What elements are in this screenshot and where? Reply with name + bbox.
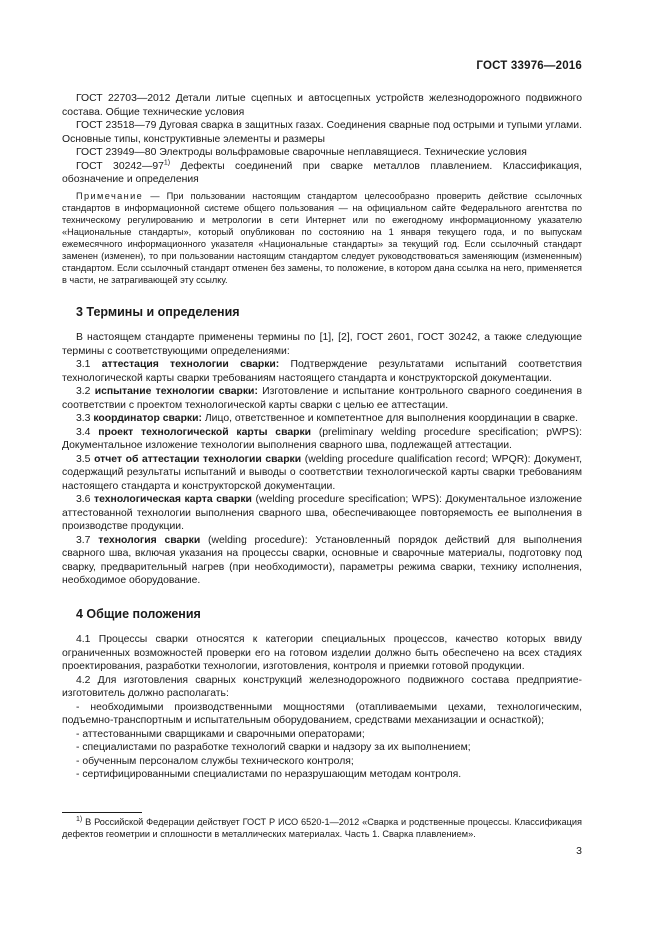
term-name: технология сварки: [98, 534, 201, 546]
term-number: 3.1: [76, 359, 102, 370]
term-definition: (welding procedure specification; WPS): Документальное изложение аттестованной технологии выполнения сварного шва, обеспечивающее повторяемость ее выполнения в производстве продукции.: [62, 494, 582, 532]
footnote-text: [62, 816, 582, 840]
term-number: 3.7: [76, 534, 99, 546]
term-entry: [62, 493, 582, 534]
clause-paragraph: 4.2 Для изготовления сварных конструкций железнодорожного подвижного состава предприятие-изготовитель должно располагать:: [62, 674, 582, 699]
footnote-marker: 1): [76, 815, 83, 823]
section-intro: В настоящем стандарте применены термины по [1], [2], ГОСТ 2601, ГОСТ 30242, а также следующие термины с соответствующими определениями:: [62, 332, 582, 357]
term-number: 3.5: [76, 453, 95, 465]
section-heading: 3 Термины и определения: [76, 304, 240, 319]
footnote-divider: [62, 812, 142, 813]
term-number: 3.2: [76, 386, 95, 397]
term-name: координатор сварки:: [93, 413, 202, 424]
footnote-marker: 1): [163, 159, 171, 167]
page-content: [62, 92, 582, 782]
ref-item: ГОСТ 22703—2012 Детали литые сцепных и автосцепных устройств железнодорожного подвижного состава. Общие технические условия: [62, 93, 582, 118]
term-number: 3.4: [76, 426, 99, 438]
term-definition: Изготовление и испытание контрольного сварного соединения в соответствии с проектом технологической карты сварки с целью ее аттестации.: [62, 386, 583, 411]
term-name: проект технологической карты сварки: [98, 426, 312, 438]
document-code: ГОСТ 33976—2016: [476, 60, 582, 72]
ref-item: ГОСТ 23518—79 Дуговая сварка в защитных газах. Соединения сварные под острыми и тупыми углами. Основные типы, конструктивные элементы и размеры: [62, 120, 582, 145]
section-heading: 4 Общие положения: [76, 606, 201, 621]
term-definition: (preliminary welding procedure specification; pWPS): Документальное изложение технологии выполнения сварного шва, подлежащей аттестации.: [62, 426, 582, 451]
term-entry: [62, 453, 582, 494]
clause-paragraph: 4.1 Процессы сварки относятся к категории специальных процессов, качество которых ввиду ограниченных возможностей проверки его на готовом изделии должно быть обеспечено на всех стадиях проектирования, разработки технологии, изготовления, контроля и приемки готовой продукции.: [62, 634, 582, 672]
ref-code: ГОСТ 30242—97: [76, 160, 164, 172]
note-text: — При пользовании настоящим стандартом целесообразно проверить действие ссылочных стандартов в информационной системе общего пользования — на официальном сайте Федерального агентства по техническому регулированию и метрологии в сети Интернет или по ежегодному информационному указателю «Национальные стандарты», который опубликован по состоянию на 1 января текущего года, и по выпускам ежемесячного информационного указателя «Национальные стандарты» за текущий год. Если ссылочный стандарт заменен (изменен), то при пользовании настоящим стандартом следует руководствоваться заменяющим (измененным) стандартом. Если ссылочный стандарт отменен без замены, то положение, в котором дана ссылка на него, применяется в части, не затрагивающей эту ссылку.: [62, 190, 582, 285]
term-name: аттестация технологии сварки:: [101, 359, 280, 370]
footnote-body: В Российской Федерации действует ГОСТ Р ИСО 6520-1—2012 «Сварка и родственные процессы. Классификация дефектов геометрии и сплошности в металлических материалах. Часть 1. Сварка плавлением».: [62, 817, 582, 839]
term-definition: (welding procedure qualification record; WPQR): Документ, содержащий результаты испытаний и выводы о соответствии технологической карты сварки требованиям настоящего стандарта и конструкторской документации.: [62, 453, 582, 492]
list-item: - необходимыми производственными мощностями (отапливаемыми цехами, технологическим, подъемно-транспортным и испытательным оборудованием, средствами механизации и оснасткой);: [62, 701, 582, 726]
list-item: - аттестованными сварщиками и сварочными операторами;: [76, 728, 365, 740]
term-definition: (welding procedure): Установленный порядок действий для выполнения сварного шва, включая указания на процессы сварки, основные и сварочные материалы, подготовку под сварку, предварительный нагрев (при необходимости), параметры режима сварки, технику исполнения, необходимое оборудование.: [62, 534, 582, 586]
note-lead: Примечание: [76, 190, 144, 201]
term-definition: Подтверждение результатами испытаний соответствия технологической карты сварки требованиям настоящего стандарта и конструкторской документации.: [62, 359, 582, 384]
ref-item: ГОСТ 23949—80 Электроды вольфрамовые сварочные неплавящиеся. Технические условия: [76, 147, 527, 158]
footnote: [62, 816, 582, 840]
list-item: - обученным персоналом службы технического контроля;: [76, 755, 354, 767]
term-name: технологическая карта сварки: [94, 494, 252, 505]
term-entry: [62, 426, 582, 453]
term-number: 3.3: [76, 413, 94, 424]
page-number: 3: [576, 845, 582, 857]
term-name: испытание технологии сварки:: [94, 386, 258, 397]
ref-item: [62, 160, 582, 187]
term-entry: [62, 412, 582, 426]
note-paragraph: [62, 190, 582, 286]
ref-text: Дефекты соединений при сварке металлов плавлением. Классификация, обозначение и определения: [62, 160, 582, 185]
term-entry: [62, 385, 582, 412]
term-definition: Лицо, ответственное и компетентное для выполнения координации в сварке.: [201, 413, 579, 424]
term-entry: [62, 358, 582, 385]
term-name: отчет об аттестации технологии сварки: [94, 453, 302, 465]
term-entry: [62, 534, 582, 588]
list-item: - сертифицированными специалистами по неразрушающим методам контроля.: [76, 769, 462, 780]
list-item: - специалистами по разработке технологий сварки и надзору за их выполнением;: [76, 742, 471, 753]
term-number: 3.6: [76, 494, 95, 505]
